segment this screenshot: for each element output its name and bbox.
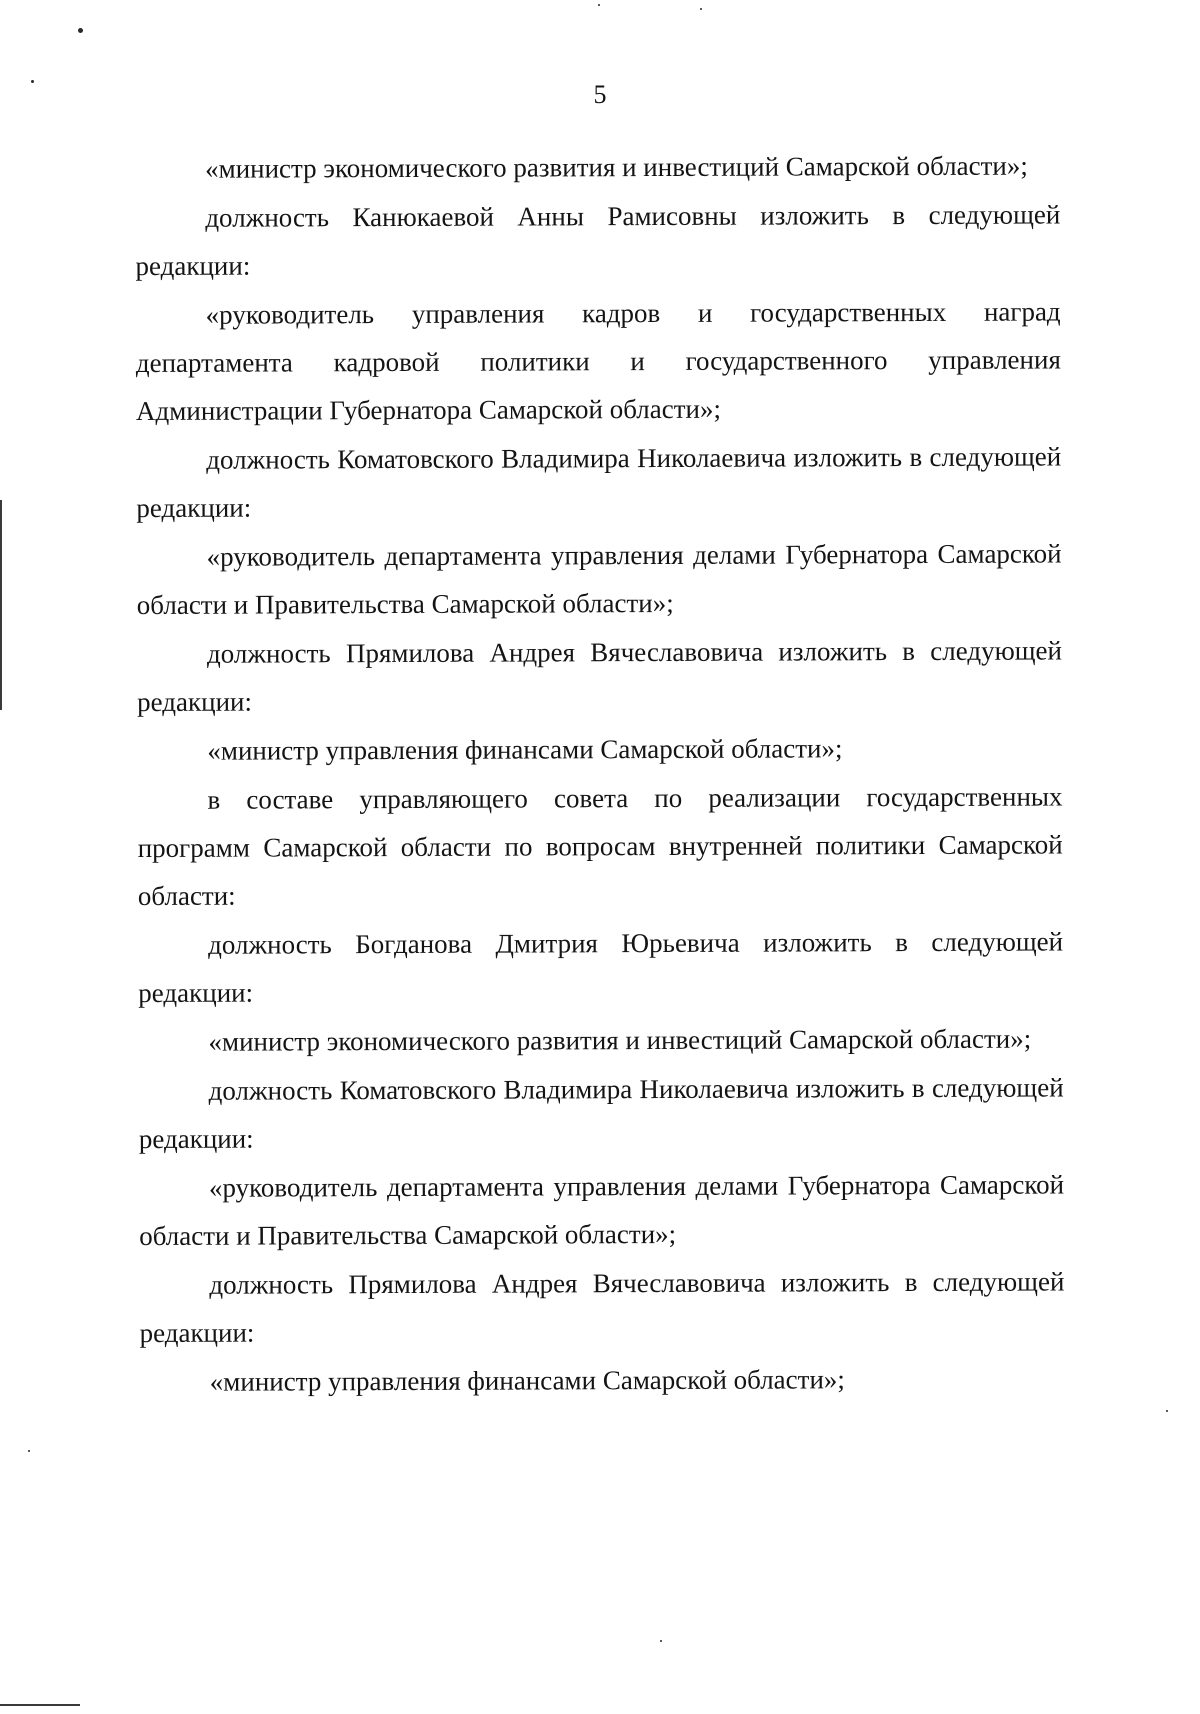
scan-speck: [1166, 1410, 1168, 1412]
scan-speck: [700, 8, 702, 10]
paragraph: «министр экономического развития и инвестиций Самарской области»;: [205, 150, 1028, 184]
paragraph: «руководитель департамента управления делами Губернатора Самарской области и Правительства Самарской области»;: [139, 1169, 1065, 1251]
paragraph: «министр экономического развития и инвестиций Самарской области»;: [208, 1023, 1032, 1057]
scan-edge-line: [0, 500, 2, 710]
scan-speck: [78, 28, 83, 33]
paragraph: должность Прямилова Андрея Вячеславовича изложить в следующей редакции:: [139, 1266, 1065, 1348]
paragraph: «министр управления финансами Самарской области»;: [209, 1364, 845, 1397]
paragraph: «министр управления финансами Самарской области»;: [207, 733, 843, 766]
paragraph: в составе управляющего совета по реализации государственных программ Самарской области по вопросам внутренней политики Самарской области:: [137, 781, 1063, 911]
scan-speck: [660, 1640, 662, 1642]
paragraph: должность Богданова Дмитрия Юрьевича изложить в следующей редакции:: [138, 926, 1064, 1008]
scan-speck: [28, 1450, 30, 1452]
paragraph: должность Канюкаевой Анны Рамисовны изложить в следующей редакции:: [135, 199, 1061, 281]
paragraph: должность Коматовского Владимира Николаевича изложить в следующей редакции:: [138, 1072, 1064, 1154]
document-body: [135, 141, 1065, 1407]
paragraph: «руководитель департамента управления делами Губернатора Самарской области и Правительства Самарской области»;: [136, 538, 1062, 620]
scan-speck: [598, 4, 600, 6]
scan-edge-line: [0, 1704, 80, 1706]
page-number: 5: [593, 80, 607, 109]
scan-speck: [31, 80, 34, 83]
paragraph: должность Коматовского Владимира Николаевича изложить в следующей редакции:: [136, 441, 1062, 523]
paragraph: «руководитель управления кадров и государственных наград департамента кадровой политики и государственного управления Администрации Губернатора Самарской области»;: [135, 296, 1061, 426]
paragraph: должность Прямилова Андрея Вячеславовича изложить в следующей редакции:: [137, 635, 1063, 717]
